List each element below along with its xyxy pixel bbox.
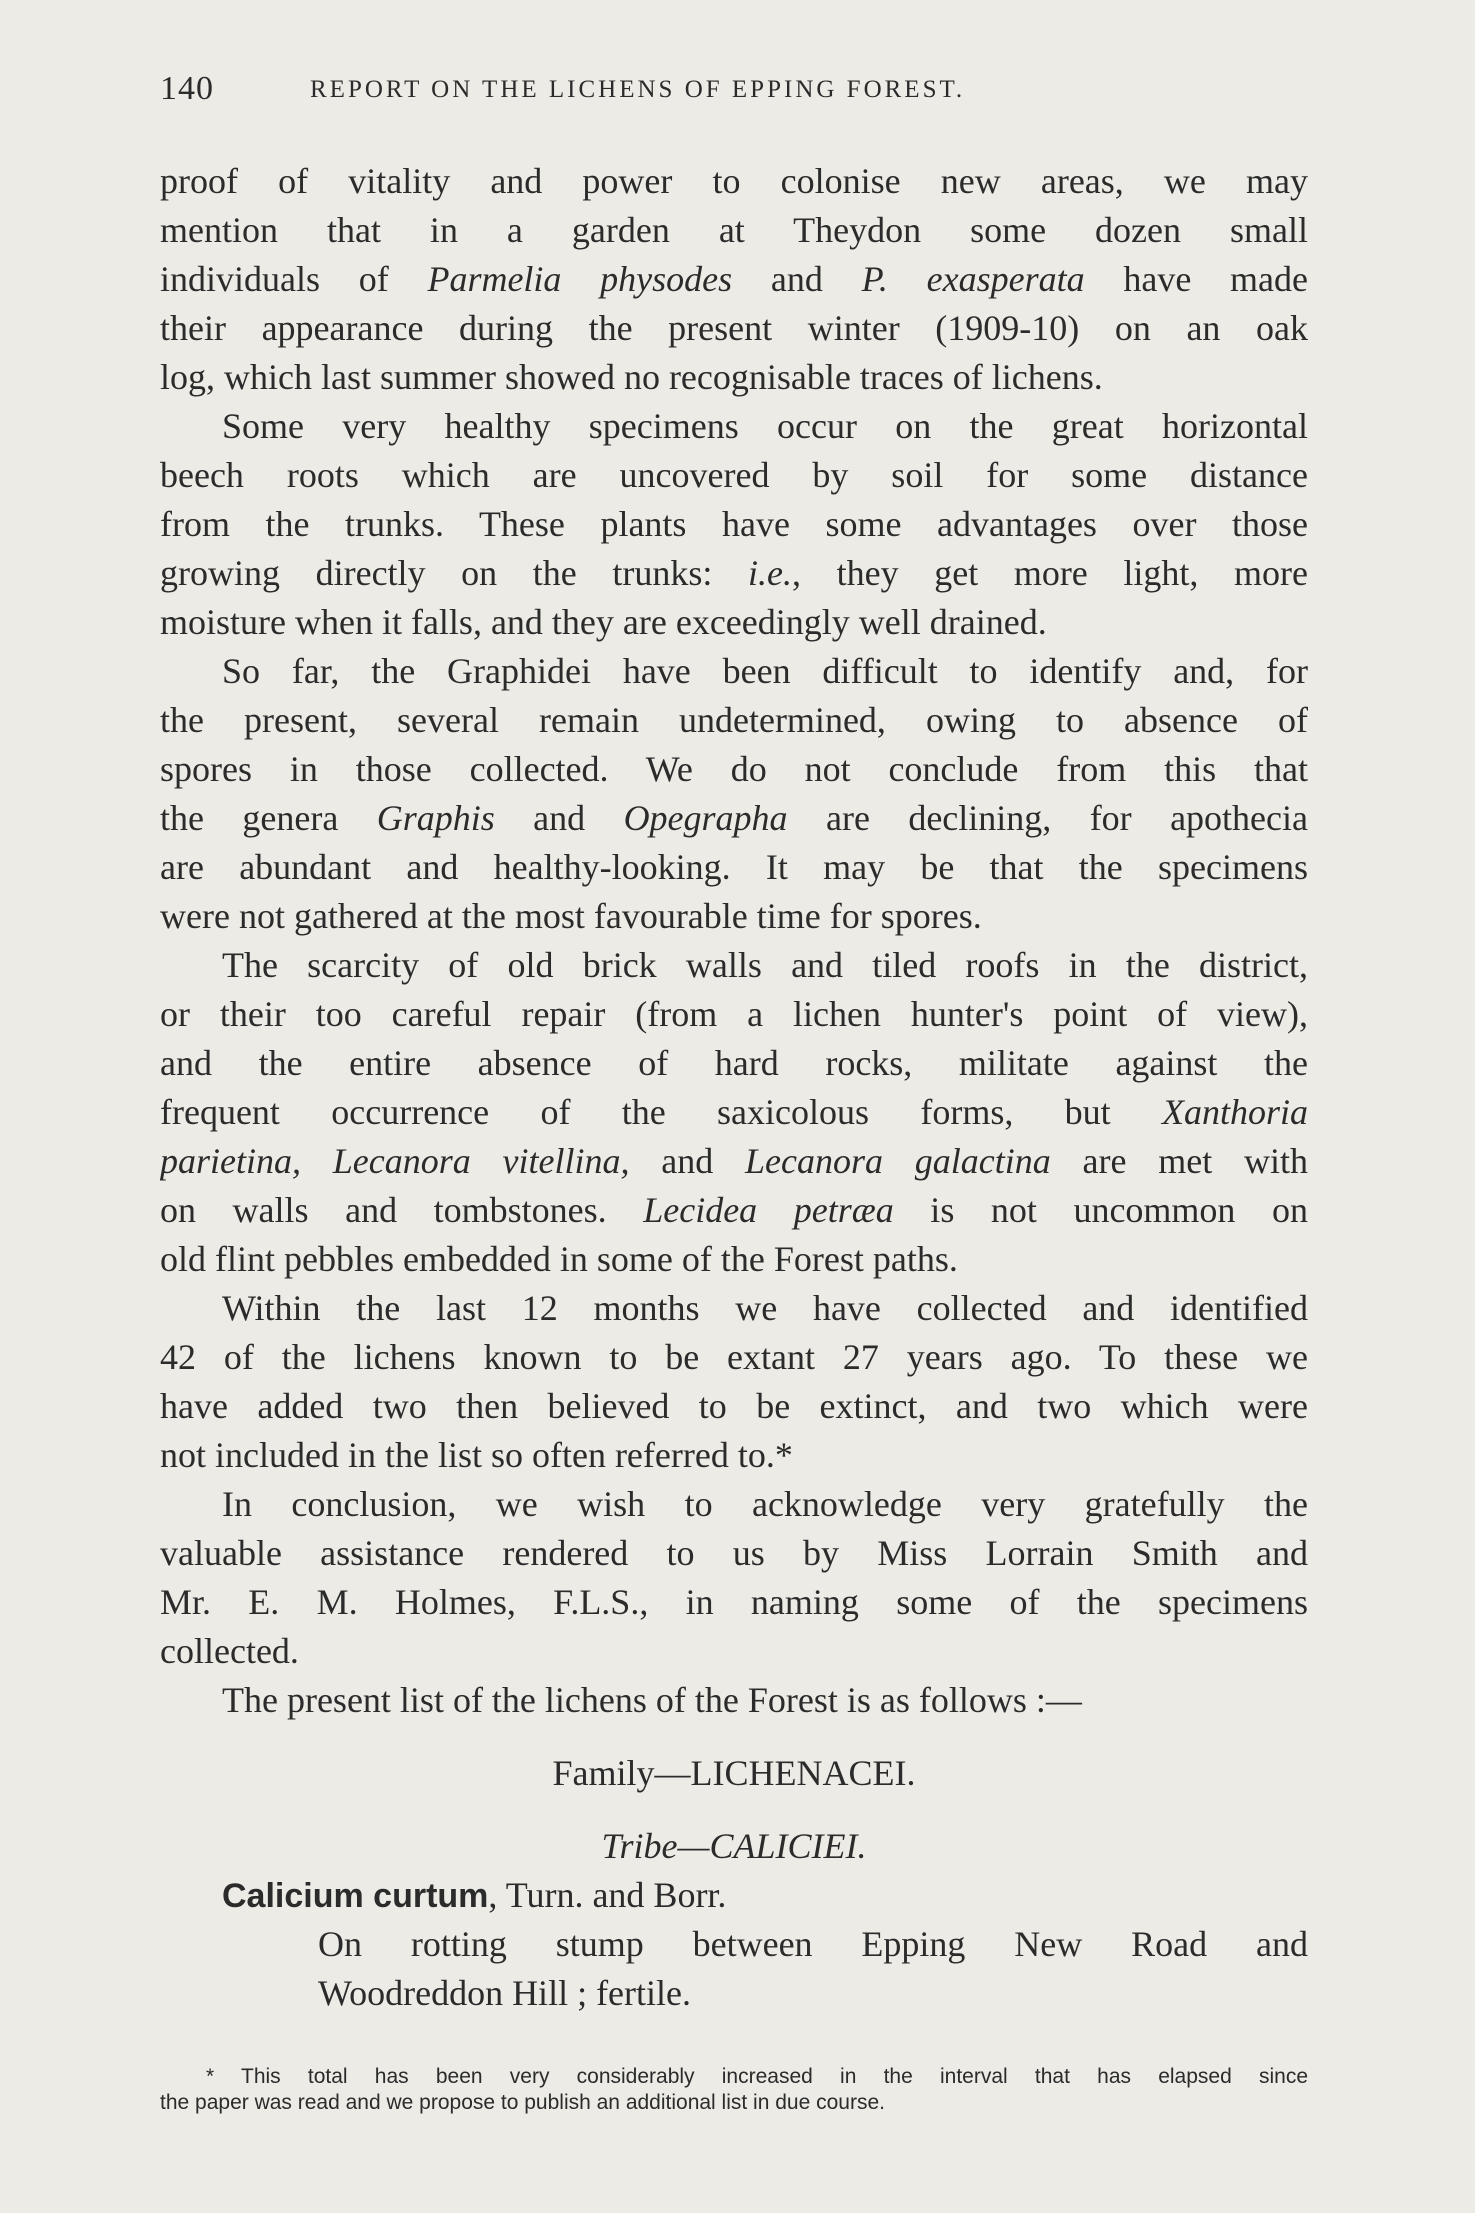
family-heading: Family—LICHENACEI.	[552, 1753, 916, 1793]
text-line: proof of vitality and power to colonise new areas, we may	[160, 161, 1308, 201]
text-run: and	[629, 1141, 745, 1181]
footnote	[160, 2064, 1308, 2116]
species-name: Calicium curtum	[222, 1877, 489, 1915]
text-run: are met with	[1050, 1141, 1308, 1181]
text-line: 42 of the lichens known to be extant 27 years ago. To these we	[160, 1337, 1308, 1377]
abbreviation: i.e.	[748, 553, 792, 593]
text-line: mention that in a garden at Theydon some dozen small	[160, 210, 1308, 250]
text-run: individuals of	[160, 259, 428, 299]
text-line	[160, 794, 1308, 843]
text-line: valuable assistance rendered to us by Miss Lorrain Smith and	[160, 1533, 1308, 1573]
text-line	[160, 255, 1308, 304]
text-line: spores in those collected. We do not conclude from this that	[160, 749, 1308, 789]
footnote-line: * This total has been very considerably increased in the interval that has elapsed since	[206, 2065, 1308, 2088]
text-line: moisture when it falls, and they are exceedingly well drained.	[160, 602, 1047, 642]
taxon-name: Parmelia physodes	[427, 259, 733, 299]
text-line: Some very healthy specimens occur on the great horizontal	[222, 406, 1308, 446]
running-head: REPORT ON THE LICHENS OF EPPING FOREST.	[310, 76, 966, 103]
text-line: In conclusion, we wish to acknowledge very gratefully the	[222, 1484, 1308, 1524]
text-line	[160, 1186, 1308, 1235]
spacer	[160, 1798, 1308, 1822]
text-line	[160, 1088, 1308, 1137]
text-run: frequent occurrence of the saxicolous forms, but	[160, 1092, 1162, 1132]
text-line: the present, several remain undetermined, owing to absence of	[160, 700, 1308, 740]
page-number: 140	[160, 70, 214, 107]
text-run: is not uncommon on	[893, 1190, 1308, 1230]
footnote-line: the paper was read and we propose to publish an additional list in due course.	[160, 2091, 885, 2114]
species-entry	[160, 1871, 1308, 1920]
page-header	[160, 70, 1320, 114]
text-line: beech roots which are uncovered by soil for some distance	[160, 455, 1308, 495]
taxon-name: Lecanora galactina	[745, 1141, 1051, 1181]
taxon-name: P. exasperata	[861, 259, 1085, 299]
text-run: have made	[1084, 259, 1308, 299]
text-line: or their too careful repair (from a lichen hunter's point of view),	[160, 994, 1308, 1034]
species-description: On rotting stump between Epping New Road and	[318, 1924, 1308, 1964]
text-run: growing directly on the trunks:	[160, 553, 749, 593]
text-line: Within the last 12 months we have collected and identified	[222, 1288, 1308, 1328]
text-line: were not gathered at the most favourable time for spores.	[160, 896, 982, 936]
text-run: are declining, for apothecia	[787, 798, 1308, 838]
text-line: their appearance during the present winter (1909-10) on an oak	[160, 308, 1308, 348]
species-authority: , Turn. and Borr.	[488, 1875, 727, 1915]
text-line: The scarcity of old brick walls and tiled roofs in the district,	[222, 945, 1308, 985]
species-description: Woodreddon Hill ; fertile.	[318, 1973, 692, 2013]
text-run: , they get more light, more	[792, 553, 1308, 593]
taxon-name: Lecidea petræa	[643, 1190, 894, 1230]
taxon-name: Opegrapha	[623, 798, 788, 838]
text-run: and	[732, 259, 862, 299]
text-line: The present list of the lichens of the Forest is as follows :—	[222, 1680, 1082, 1720]
text-line	[160, 1137, 1308, 1186]
tribe-heading-text: Tribe—CALICIEI.	[601, 1826, 867, 1866]
text-line: log, which last summer showed no recognisable traces of lichens.	[160, 357, 1103, 397]
text-line: old flint pebbles embedded in some of the Forest paths.	[160, 1239, 958, 1279]
text-line: Mr. E. M. Holmes, F.L.S., in naming some of the specimens	[160, 1582, 1308, 1622]
taxon-name: Xanthoria	[1161, 1092, 1308, 1132]
text-run: the genera	[160, 798, 377, 838]
page-body	[160, 157, 1308, 2018]
text-run: and	[494, 798, 624, 838]
text-line: and the entire absence of hard rocks, militate against the	[160, 1043, 1308, 1083]
text-line: are abundant and healthy-looking. It may be that the specimens	[160, 847, 1308, 887]
text-line: from the trunks. These plants have some advantages over those	[160, 504, 1308, 544]
taxon-name: parietina, Lecanora vitellina,	[160, 1141, 630, 1181]
spacer	[160, 1725, 1308, 1749]
text-line: So far, the Graphidei have been difficult to identify and, for	[222, 651, 1308, 691]
text-line: have added two then believed to be extinct, and two which were	[160, 1386, 1308, 1426]
text-run: on walls and tombstones.	[160, 1190, 644, 1230]
taxon-name: Graphis	[376, 798, 495, 838]
text-line: collected.	[160, 1631, 299, 1671]
tribe-heading	[160, 1822, 1308, 1871]
text-line	[160, 549, 1308, 598]
text-line: not included in the list so often referred to.*	[160, 1435, 793, 1475]
